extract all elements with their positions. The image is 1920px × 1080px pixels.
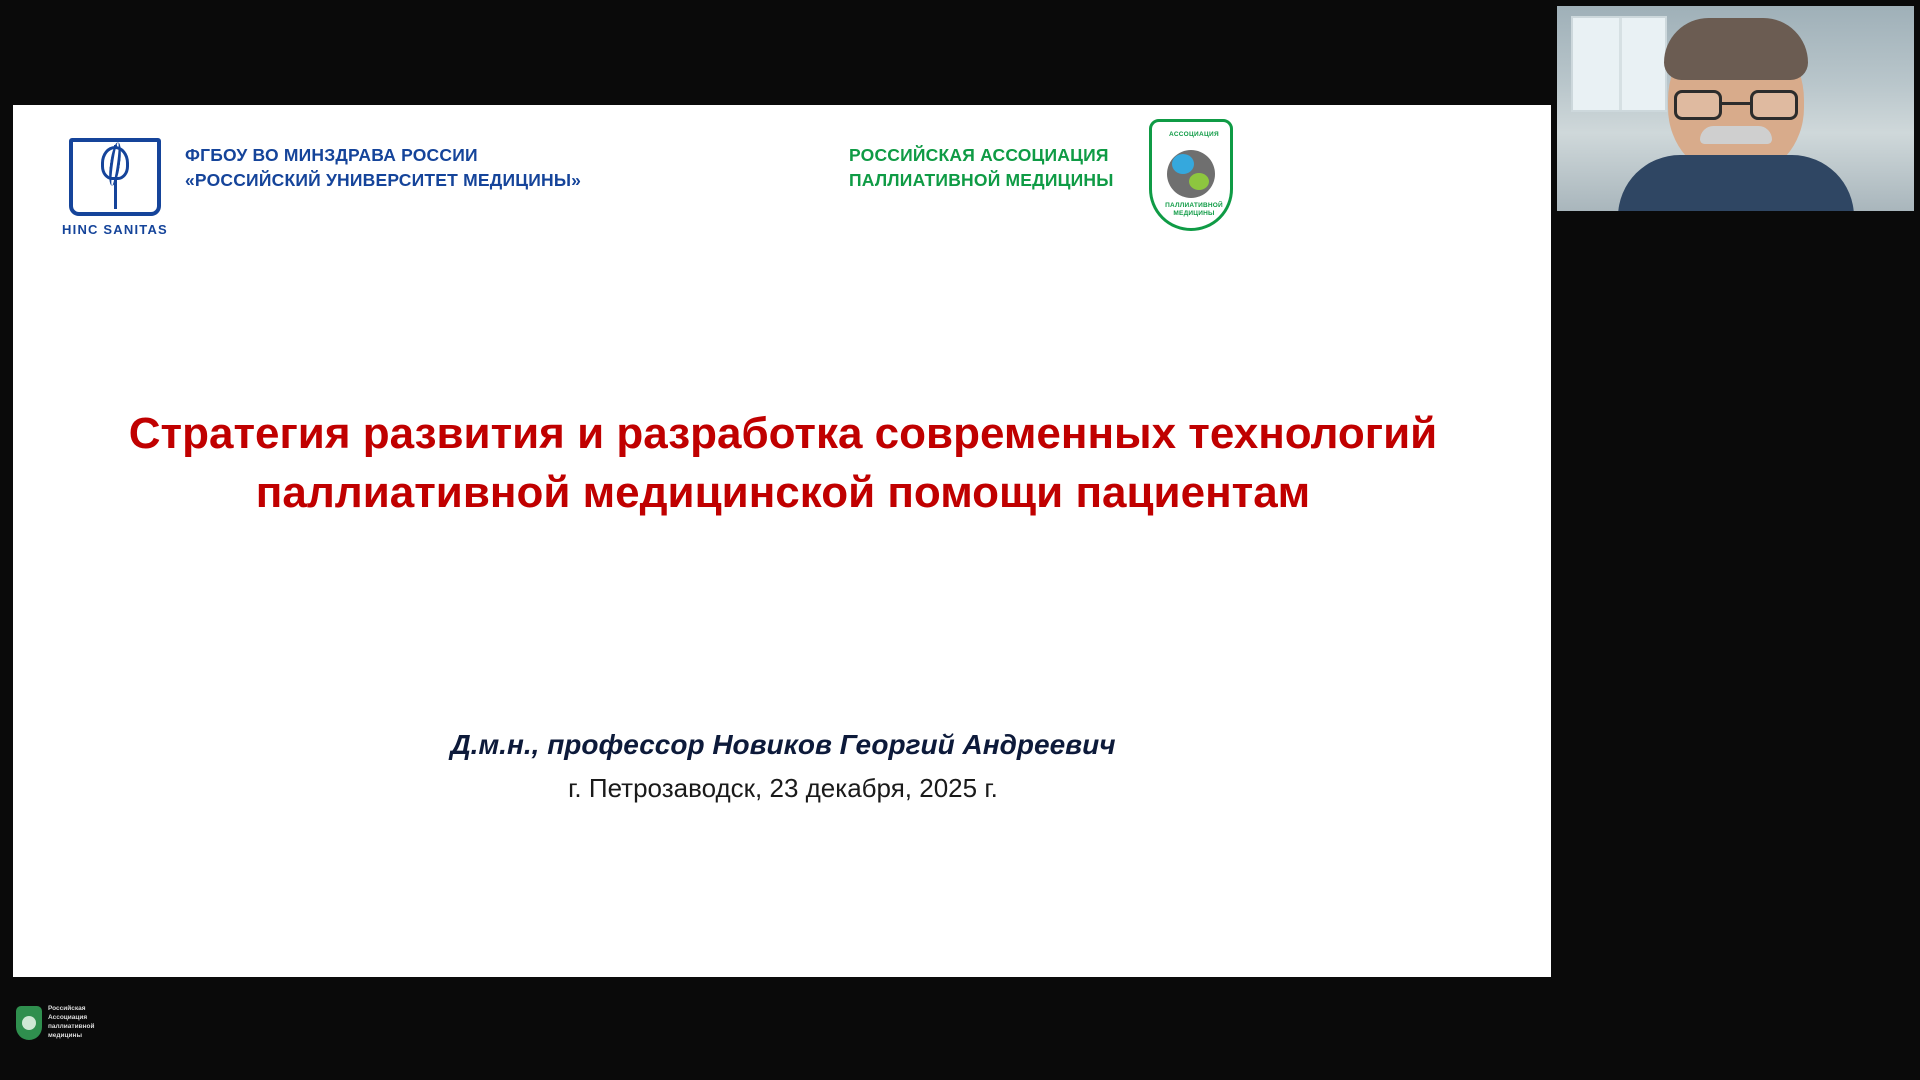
university-name-line-2: «РОССИЙСКИЙ УНИВЕРСИТЕТ МЕДИЦИНЫ» [185,170,582,191]
association-name-line-2: ПАЛЛИАТИВНОЙ МЕДИЦИНЫ [849,170,1114,191]
association-logo-icon [16,1000,108,1046]
university-name [185,143,581,194]
slide-title: Стратегия развития и разработка современных технологий паллиативной медицинской помощи пациентам [128,409,1438,517]
presenter-block [83,725,1483,807]
association-name-line-1: РОССИЙСКАЯ АССОЦИАЦИЯ [849,145,1109,165]
presentation-slide [13,105,1551,977]
watermark-shield-shape [16,1006,42,1040]
webcam-participant-video[interactable] [1557,6,1914,211]
participant-hair [1664,18,1808,80]
association-name [849,143,1114,194]
glasses-lens-left [1674,90,1722,120]
glasses-bridge [1722,102,1750,105]
shield-shape [1149,119,1233,231]
emblem-motto: HINC SANITAS [62,222,168,237]
watermark-text: Российская Ассоциация паллиативной медицины [48,1005,95,1039]
slide-header [13,105,1551,265]
presenter-place-date: г. Петрозаводск, 23 декабря, 2025 г. [568,773,998,804]
presenter-name: Д.м.н., профессор Новиков Георгий Андреевич [450,729,1116,760]
university-emblem-icon [55,130,175,255]
glasses-lens-right [1750,90,1798,120]
participant-moustache [1700,126,1772,144]
participant-shirt [1618,155,1854,211]
shield-top-label: АССОЦИАЦИЯ [1168,131,1220,138]
university-name-line-1: ФГБОУ ВО МИНЗДРАВА РОССИИ [185,145,478,165]
glasses-icon [1674,90,1798,120]
globe-shape [1167,150,1215,198]
association-shield-icon [1143,117,1239,235]
webcam-window-shape [1571,16,1667,112]
shield-bottom-label: ПАЛЛИАТИВНОЙ МЕДИЦИНЫ [1165,202,1223,218]
